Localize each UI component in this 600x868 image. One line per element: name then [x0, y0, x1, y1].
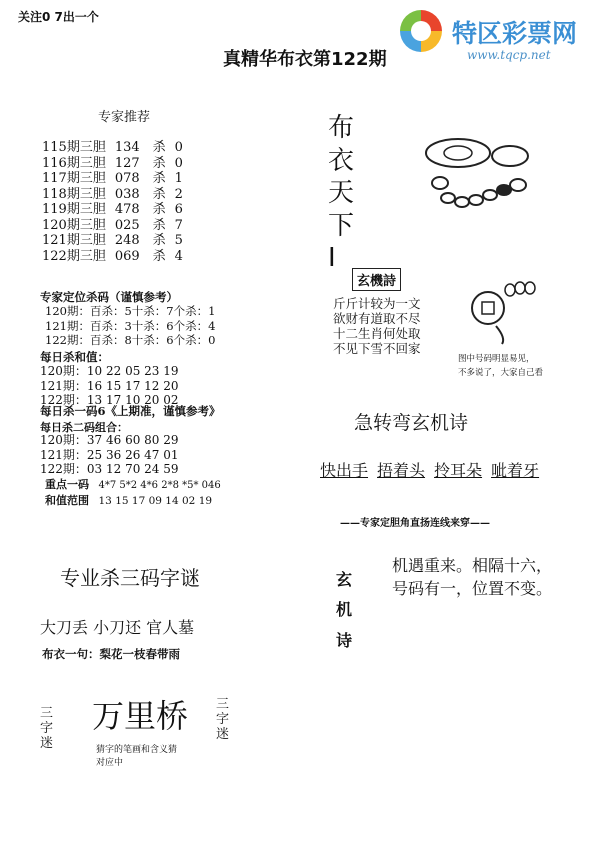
period-cell: 122期三胆: [42, 248, 106, 264]
period-cell: 120期三胆: [42, 217, 106, 233]
position-kill-heading: 专家定位杀码（谨慎参考）: [40, 290, 178, 304]
table-row: [42, 156, 186, 172]
urgent-phrase: 快出手: [320, 461, 369, 480]
numbers-cell: 127: [114, 155, 140, 171]
buyi-line: 布衣一句：梨花一枝春带雨: [42, 647, 180, 661]
urgent-phrase: 拎耳朵: [434, 461, 483, 480]
table-row: [42, 171, 186, 187]
table-row: [42, 140, 186, 156]
riddle-phrase: 大刀丢 小刀还 官人墓: [40, 618, 195, 637]
riddle-note-1: 猜字的笔画和含义猜: [96, 745, 178, 755]
period-cell: 116期三胆: [42, 155, 106, 171]
site-logo-icon: [400, 10, 442, 52]
kill-number-cell: 2: [174, 186, 183, 202]
expert-recommend-heading: 专家推荐: [98, 110, 151, 125]
riddle-side-left: 三字迷: [40, 706, 54, 751]
coin-chain-illustration: [418, 128, 543, 223]
numbers-cell: 078: [114, 171, 140, 186]
title-char: 布: [328, 113, 355, 143]
numbers-cell: 478: [114, 202, 140, 217]
kill-label-cell: 杀: [152, 248, 166, 264]
final-poem-side: [336, 565, 352, 656]
numbers-cell: 069: [114, 248, 140, 264]
list-item: 122期：03 12 70 24 59: [40, 462, 179, 476]
poem-line: 斤斤计较为一文: [333, 296, 421, 311]
table-row: [42, 249, 186, 265]
list-item: 122期：百杀：8十杀：6个杀：0: [45, 333, 216, 347]
list-item: 121期：25 36 26 47 01: [40, 447, 179, 462]
buyi-tianxia-title: [328, 112, 354, 275]
riddle-main: 万里桥: [92, 697, 189, 735]
urgent-phrase: 捂着头: [377, 461, 426, 480]
poem-line: 不见下雪不回家: [333, 341, 421, 356]
title-char: 下: [328, 210, 355, 241]
xuanji-caption-2: 不多说了，大家自己看: [458, 368, 544, 378]
riddle-heading: 专业杀三码字谜: [60, 566, 200, 590]
daily-two-list: [40, 433, 179, 477]
xuanji-lines: [333, 296, 421, 356]
period-cell: 118期三胆: [42, 186, 106, 202]
period-cell: 117期三胆: [42, 171, 106, 186]
urgent-phrases: [320, 458, 548, 481]
numbers-cell: 025: [114, 217, 140, 233]
poem-line: 欲财有道取不尽: [333, 311, 421, 326]
period-cell: 119期三胆: [42, 202, 106, 217]
riddle-note-2: 对应中: [96, 758, 124, 768]
follow-note: 关注0 7出一个: [18, 10, 99, 24]
sum-range-value: 13 15 17 09 14 02 19: [98, 495, 213, 507]
title-char: I: [328, 243, 336, 273]
final-poem-line2: 号码有一，位置不变。: [392, 579, 553, 598]
kill-number-cell: 0: [174, 140, 183, 155]
key-code-label: 重点一码: [45, 478, 89, 491]
expert-recommend-table: [42, 140, 186, 264]
table-row: [42, 233, 186, 249]
kill-label-cell: 杀: [152, 171, 166, 186]
side-char: 机: [336, 600, 353, 620]
side-char: 诗: [336, 630, 353, 650]
list-item: 121期：16 15 17 12 20: [40, 378, 179, 393]
period-cell: 121期三胆: [42, 233, 106, 248]
site-url: www.tqcp.net: [467, 48, 551, 62]
title-char: 天: [328, 178, 355, 208]
kill-number-cell: 6: [174, 202, 183, 217]
xuanji-caption-1: 图中号码明显易见，: [458, 354, 535, 364]
kill-label-cell: 杀: [152, 233, 166, 248]
numbers-cell: 038: [114, 186, 140, 202]
kill-label-cell: 杀: [152, 155, 166, 171]
daily-one-kill: 每日杀一码6《上期准，谨慎参考》: [40, 404, 221, 418]
xuanji-heading: 玄機詩: [352, 268, 401, 291]
period-cell: 115期三胆: [42, 140, 106, 155]
key-code-value: 4*7 5*2 4*6 2*8 *5* 046: [98, 480, 221, 491]
list-item: 120期：37 46 60 80 29: [40, 433, 179, 447]
daily-two-heading: 每日杀二码组合：: [40, 421, 128, 434]
riddle-side-right: 三字迷: [216, 697, 230, 742]
kill-number-cell: 1: [174, 171, 183, 186]
kill-number-cell: 0: [174, 155, 183, 171]
urgent-phrase: 呲着牙: [491, 461, 540, 480]
position-kill-list: [45, 304, 215, 348]
page-title: 真精华布衣第122期: [223, 49, 387, 70]
table-row: [42, 202, 186, 218]
numbers-cell: 134: [114, 140, 140, 155]
poem-line: 十二生肖何处取: [333, 326, 421, 341]
expert-note: ——专家定胆角直扬连线来穿——: [340, 518, 490, 529]
kill-label-cell: 杀: [152, 140, 166, 155]
final-poem-line1: 机遇重来。相隔十六，: [392, 556, 553, 575]
kill-number-cell: 5: [174, 233, 183, 248]
urgent-heading: 急转弯玄机诗: [354, 412, 469, 434]
numbers-cell: 248: [114, 233, 140, 248]
list-item: 120期：百杀：5十杀：7个杀：1: [45, 304, 216, 318]
side-char: 玄: [336, 570, 353, 589]
kill-label-cell: 杀: [152, 217, 166, 233]
kill-number-cell: 4: [174, 248, 183, 264]
kill-label-cell: 杀: [152, 202, 166, 217]
table-row: [42, 187, 186, 203]
kill-number-cell: 7: [174, 217, 183, 233]
list-item: 122期：13 17 10 20 02: [40, 393, 179, 407]
daily-sum-heading: 每日杀和值：: [40, 350, 109, 364]
sum-range-label: 和值范围: [45, 494, 89, 507]
kill-label-cell: 杀: [152, 186, 166, 202]
title-char: 衣: [328, 145, 355, 176]
coin-illustration: [466, 278, 546, 348]
site-name: 特区彩票网: [452, 19, 578, 48]
list-item: 121期：百杀：3十杀：6个杀：4: [45, 318, 216, 333]
daily-sum-list: [40, 364, 179, 408]
table-row: [42, 218, 186, 234]
list-item: 120期：10 22 05 23 19: [40, 364, 179, 378]
